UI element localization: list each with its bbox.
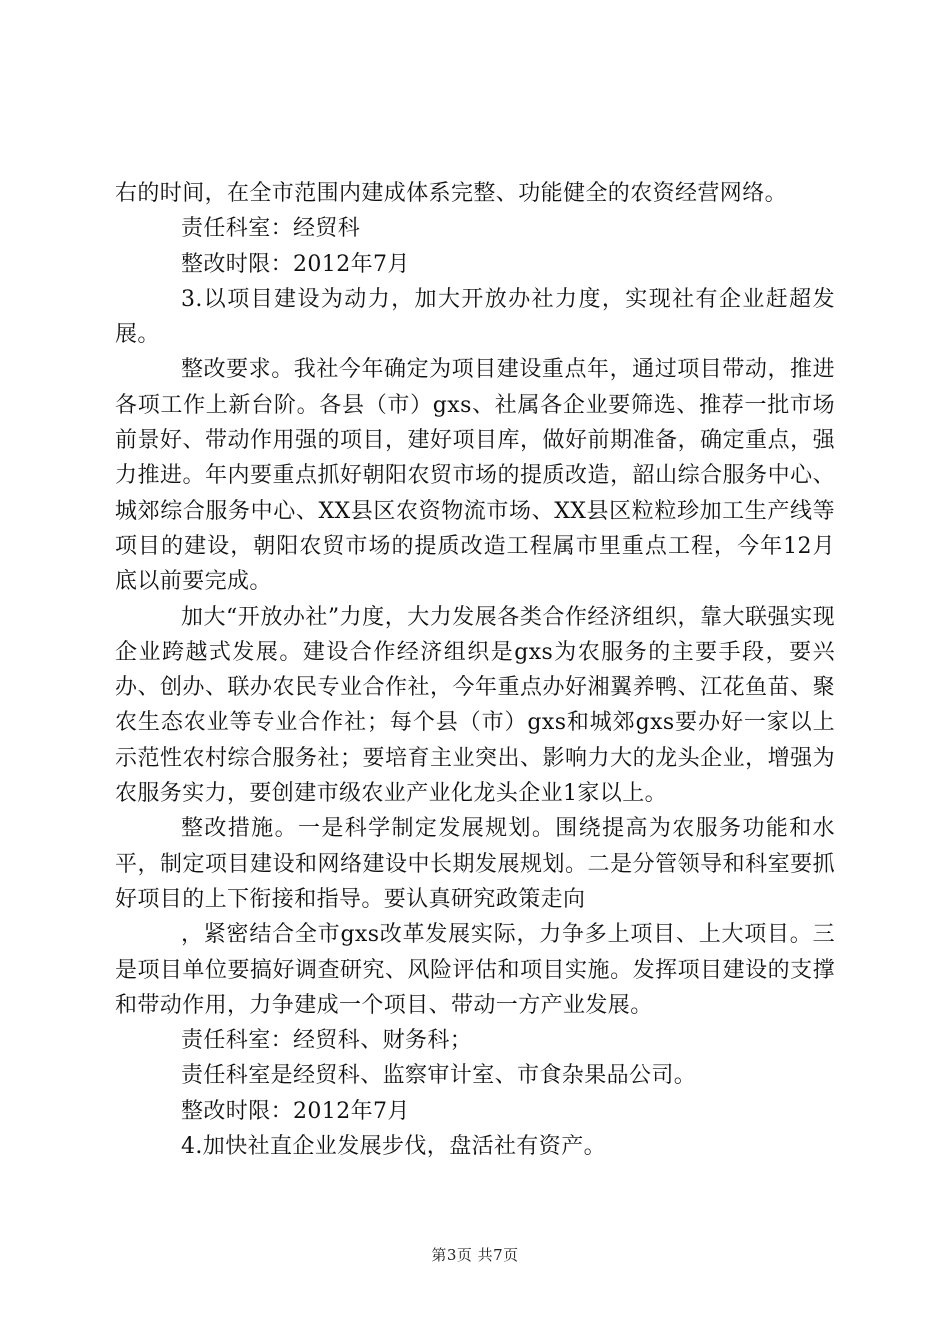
paragraph-1: 右的时间，在全市范围内建成体系完整、功能健全的农资经营网络。 (115, 181, 788, 206)
paragraph-10: 责任科室是经贸科、监察审计室、市食杂果品公司。 (181, 1063, 697, 1089)
paragraph-4: 3.以项目建设为动力，加大开放办社力度，实现社有企业赶超发展。 (115, 286, 835, 348)
paragraph-9: 责任科室：经贸科、财务科； (181, 1028, 473, 1054)
paragraph-12: 4.加快社直企业发展步伐，盘活社有资产。 (181, 1134, 606, 1160)
paragraph-8: ，紧密结合全市gxs改革发展实际，力争多上项目、上大项目。三是项目单位要搞好调查研究、风险评估和项目实施。发挥项目建设的支撑和带动作用，力争建成一个项目、带动一方产业发展。 (115, 922, 835, 1018)
paragraph-3: 整改时限：2012年7月 (181, 251, 410, 277)
paragraph-5: 整改要求。我社今年确定为项目建设重点年，通过项目带动，推进各项工作上新台阶。各县（市）gxs、社属各企业要筛选、推荐一批市场前景好、带动作用强的项目，建好项目库，做好前期准备，确定重点，强力推进。年内要重点抓好朝阳农贸市场的提质改造，韶山综合服务中心、城郊综合服务中心、XX县区农资物流市场、XX县区粒粒珍加工生产线等项目的建设，朝阳农贸市场的提质改造工程属市里重点工程，今年12月底以前要完成。 (115, 357, 835, 595)
paragraph-2: 责任科室：经贸科 (181, 216, 361, 242)
paragraph-6: 加大“开放办社”力度，大力发展各类合作经济组织，靠大联强实现企业跨越式发展。建设合作经济组织是gxs为农服务的主要手段，要兴办、创办、联办农民专业合作社，今年重点办好湘翼养鸭、江花鱼苗、聚农生态农业等专业合作社；每个县（市）gxs和城郊gxs要办好一家以上示范性农村综合服务社；要培育主业突出、影响力大的龙头企业，增强为农服务实力，要创建市级农业产业化龙头企业1家以上。 (115, 604, 835, 807)
page-footer: 第3页 共7页 (431, 1246, 519, 1264)
paragraph-7: 整改措施。一是科学制定发展规划。围绕提高为农服务功能和水平，制定项目建设和网络建设中长期发展规划。二是分管领导和科室要抓好项目的上下衔接和指导。要认真研究政策走向 (115, 816, 835, 912)
document-body (115, 176, 835, 1164)
paragraph-11: 整改时限：2012年7月 (181, 1098, 410, 1124)
